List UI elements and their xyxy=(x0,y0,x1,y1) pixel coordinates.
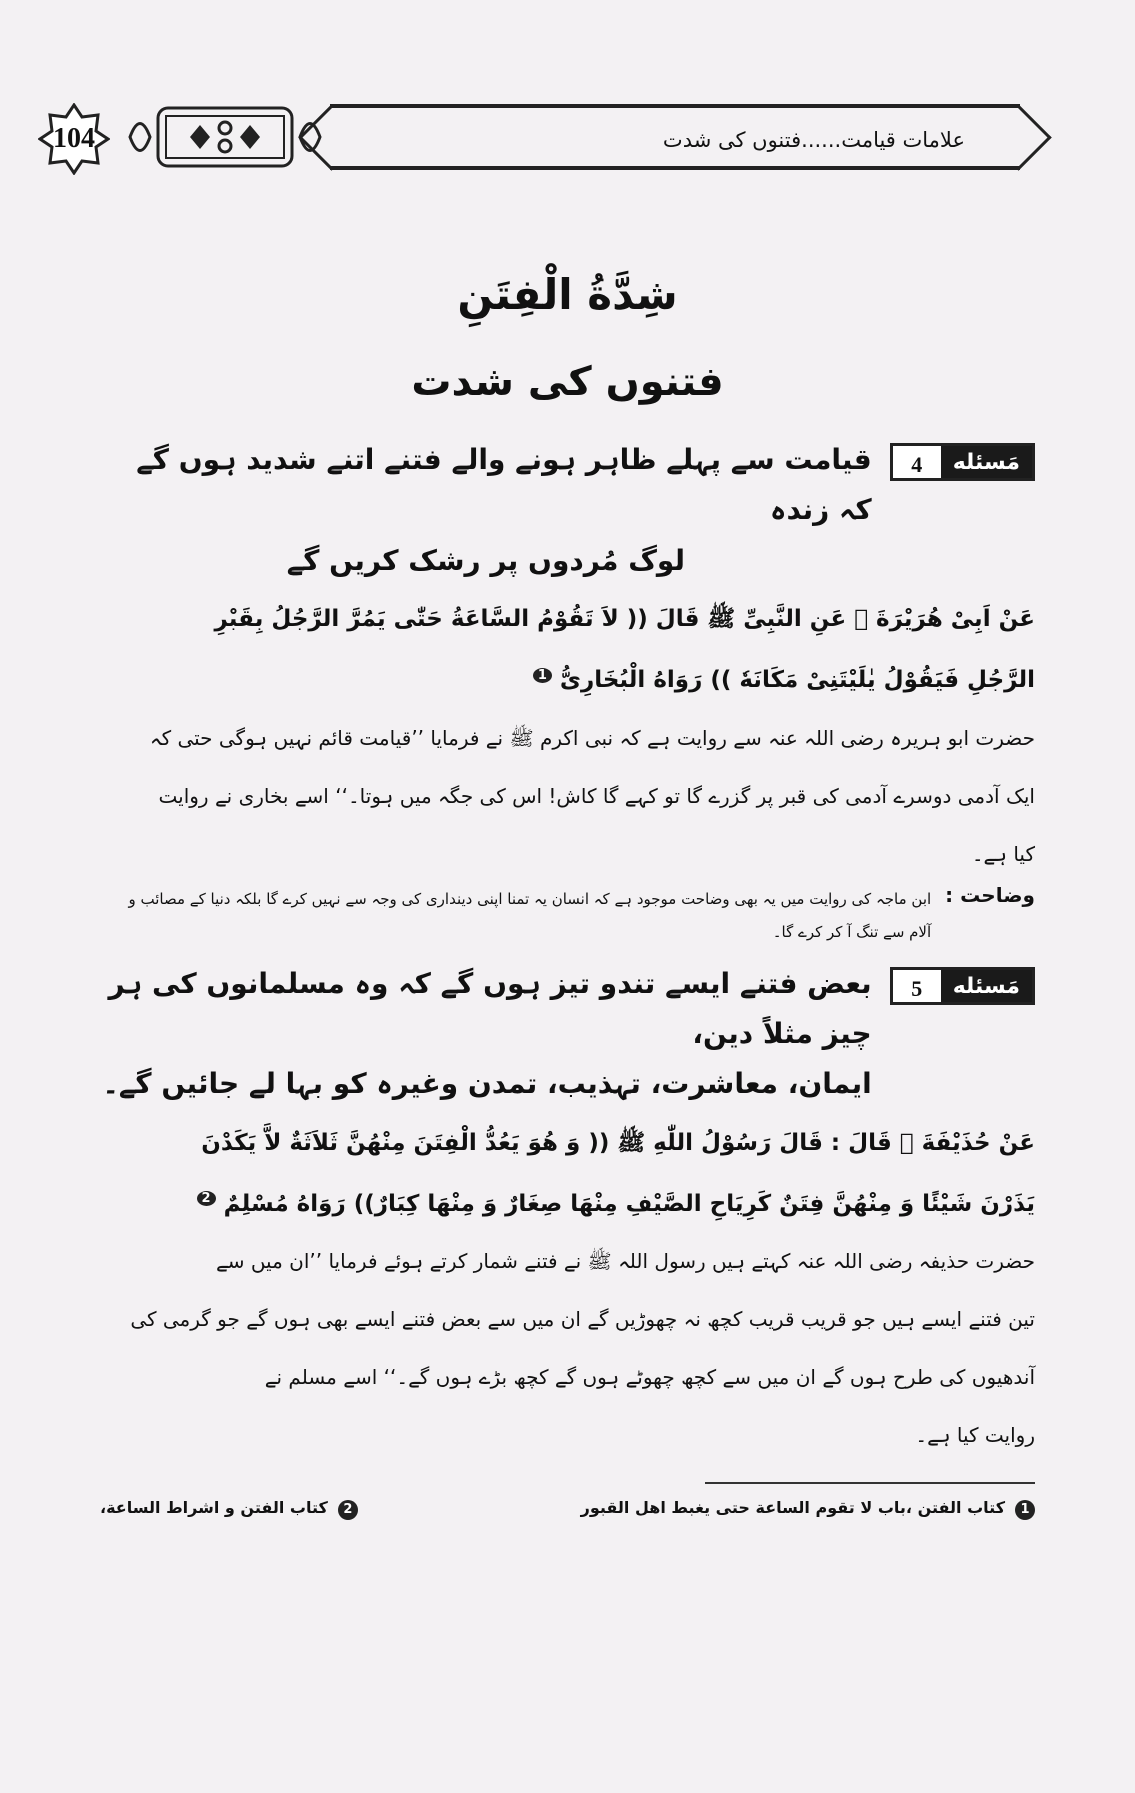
explanation xyxy=(100,883,1035,949)
hadith-arabic-line-1: عَنْ اَبِیْ هُرَیْرَةَ ﷛ عَنِ النَّبِیِّ ﷺ قَالَ (( لاَ تَقُوْمُ السَّاعَةُ حَتّٰی یَمُرَّ الرَّجُلُ بِقَبْرِ xyxy=(214,606,1035,633)
translation-line: آندھیوں کی طرح ہوں گے ان میں سے کچھ چھوٹے ہوں گے کچھ بڑے ہوں گے۔‘‘ اسے مسلم نے xyxy=(264,1365,1035,1390)
page-number: 104 xyxy=(38,103,110,175)
urdu-title: فتنوں کی شدت xyxy=(411,359,724,405)
arabic-title: شِدَّةُ الْفِتَنِ xyxy=(457,270,678,319)
masala-5-heading-line-2: ایمان، معاشرت، تہذیب، تمدن وغیرہ کو بہا لے جائیں گے۔ xyxy=(102,1067,872,1101)
explanation-label: وضاحت : xyxy=(945,882,1035,907)
translation-line: حضرت ابو ہریرہ رضی اللہ عنہ سے روایت ہے کہ نبی اکرم ﷺ نے فرمایا ’’قیامت قائم نہیں ہوگی حتی کہ xyxy=(149,725,1035,750)
masala-5-heading-line-1: بعض فتنے ایسے تندو تیز ہوں گے کہ وہ مسلمانوں کی ہر چیز مثلاً دین، xyxy=(108,966,872,1050)
masala-4-heading-line-1: قیامت سے پہلے ظاہر ہونے والے فتنے اتنے شدید ہوں گے کہ زندہ xyxy=(136,443,872,527)
masala-4-heading xyxy=(100,435,1035,586)
explanation-line: ابن ماجہ کی روایت میں یہ بھی وضاحت موجود ہے کہ انسان یہ تمنا اپنی دینداری کی وجہ سے نہیں کرے گا بلکہ دنیا کے مصائب و xyxy=(128,889,932,908)
hadith-arabic-line-2: یَذَرْنَ شَیْئًا وَ مِنْهُنَّ فِتَنٌ كَرِیَاحِ الصَّیْفِ مِنْهَا صِغَارٌ وَ مِنْهَا كِبَارٌ)) رَوَاهُ مُسْلِمٌ $^2$ xyxy=(100,1177,1035,1232)
page-body xyxy=(100,270,1035,1520)
translation-line: روایت کیا ہے۔ xyxy=(915,1423,1035,1448)
footnotes xyxy=(100,1498,1035,1520)
footnote-marker: 1 xyxy=(533,668,552,683)
masala-5-heading xyxy=(100,959,1035,1110)
translation-line: کیا ہے۔ xyxy=(971,841,1035,866)
explanation-line: آلام سے تنگ آ کر کرے گا۔ xyxy=(772,922,932,941)
masala-4-heading-line-2: لوگ مُردوں پر رشک کریں گے xyxy=(286,543,685,577)
translation-line: حضرت حذیفہ رضی اللہ عنہ کہتے ہیں رسول اللہ ﷺ نے فتنے شمار کرتے ہوئے فرمایا ’’ان میں سے xyxy=(215,1249,1035,1274)
masala-5-badge: 5 مَسئله xyxy=(890,967,1035,1005)
footnote-2: 2كتاب الفتن و اشراط الساعة، xyxy=(100,1498,358,1520)
running-title: علامات قیامت......فتنوں کی شدت xyxy=(662,128,965,152)
footnote-marker: 2 xyxy=(197,1191,216,1206)
hadith-arabic-line-2: الرَّجُلِ فَیَقُوْلُ یٰلَیْتَنِیْ مَكَانَهٗ )) رَوَاهُ الْبُخَارِیُّ $^1$ xyxy=(100,653,1035,708)
translation-line: ایک آدمی دوسرے آدمی کی قبر پر گزرے گا تو کہے گا کاش! اس کی جگہ میں ہوتا۔‘‘ اسے بخاری نے روایت xyxy=(158,783,1035,808)
hadith-arabic-line-1: عَنْ حُذَیْفَةَ ﷛ قَالَ : قَالَ رَسُوْلُ اللّٰهِ ﷺ (( وَ هُوَ یَعُدُّ الْفِتَنَ مِنْهُنَّ ثَلاَثَةٌ لاَّ یَكَدْنَ xyxy=(201,1129,1035,1156)
footnote-divider xyxy=(705,1482,1035,1484)
footnote-1: 1كتاب الفتن ،باب لا تقوم الساعة حتی یغبط اهل القبور xyxy=(581,1498,1035,1520)
masala-4-badge: 4 مَسئله xyxy=(890,443,1035,481)
translation-line: تین فتنے ایسے ہیں جو قریب قریب کچھ نہ چھوڑیں گے ان میں سے بعض فتنے ایسے بھی ہوں گے جو گرمی کی xyxy=(130,1307,1035,1332)
